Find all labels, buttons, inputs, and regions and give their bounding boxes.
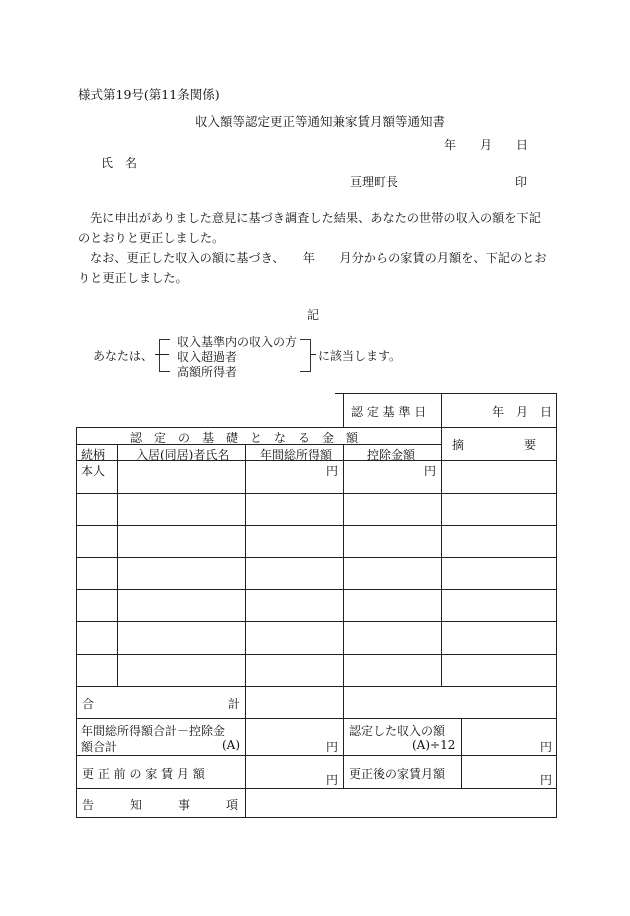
col-deduction: 控除金額: [367, 448, 416, 462]
table-rule: [76, 589, 557, 590]
col-relation: 続柄: [81, 448, 106, 462]
rent-before-label: 更 正 前 の 家 賃 月 額: [82, 767, 205, 781]
table-rule: [76, 621, 557, 622]
form-number: 様式第19号(第11条関係): [78, 87, 220, 102]
rent-before-yen-mark: 円: [326, 773, 339, 787]
row-relation-self: 本人: [81, 464, 106, 478]
category-suffix: に該当します。: [318, 349, 402, 363]
total-label-2: 計: [228, 697, 241, 711]
date-day: 日: [516, 138, 529, 152]
certified-yen-mark: 円: [540, 740, 553, 754]
rent-after-yen-mark: 円: [540, 773, 553, 787]
table-rule: [76, 654, 557, 655]
ki-label: 記: [307, 308, 320, 322]
cert-date-value[interactable]: 年 月 日: [492, 405, 553, 419]
net-label-mark: (A): [222, 738, 241, 752]
table-rule: [117, 444, 118, 686]
table-rule: [76, 686, 557, 687]
table-rule: [76, 755, 557, 756]
table-rule: [343, 393, 344, 427]
total-label: 合: [82, 697, 95, 711]
left-bracket: [159, 339, 170, 372]
certified-label-line2: (A)÷12: [412, 738, 456, 752]
basis-header: 認 定 の 基 礎 と な る 金 額: [130, 431, 359, 445]
remarks-header: 摘 要: [452, 438, 537, 452]
col-name: 入居(同居)者氏名: [136, 448, 230, 462]
net-label-line1: 年間総所得額合計－控除金: [81, 724, 226, 738]
notice-label: 告 知 事 項: [82, 798, 239, 812]
paragraph-2: なお、更正した収入の額に基づき、 年 月分からの家賃の月額を、下記のとおりと更正しました。: [78, 251, 547, 285]
paragraph-1: 先に申出がありました意見に基づき調査した結果、あなたの世帯の収入の額を下記のとおりと更正しました。: [78, 211, 541, 245]
table-rule: [76, 788, 557, 789]
addressee-label: 氏 名: [101, 156, 138, 170]
category-prefix: あなたは、: [93, 349, 154, 363]
table-rule: [343, 444, 344, 719]
date-month: 月: [480, 138, 493, 152]
table-rule: [245, 444, 246, 818]
category-option-1[interactable]: 収入基準内の収入の方: [177, 335, 298, 349]
seal-mark: 印: [515, 175, 528, 189]
table-rule: [76, 493, 557, 494]
net-label-line2: 額合計: [81, 740, 118, 754]
table-rule: [441, 393, 442, 686]
table-rule: [343, 718, 344, 788]
table-rule: [76, 427, 557, 428]
deduction-yen-mark: 円: [424, 464, 437, 478]
certified-label-line1: 認定した収入の額: [349, 724, 446, 738]
table-rule: [76, 718, 557, 719]
left-bracket-mid: [155, 354, 169, 355]
cert-date-label: 認 定 基 準 日: [351, 405, 427, 419]
net-yen-mark: 円: [326, 740, 339, 754]
table-rule: [76, 525, 557, 526]
table-rule: [335, 393, 557, 394]
date-year: 年: [444, 138, 457, 152]
category-option-3[interactable]: 高額所得者: [177, 365, 238, 379]
table-rule: [556, 393, 557, 818]
rent-after-label: 更正後の家賃月額: [349, 767, 446, 781]
right-bracket: [300, 339, 311, 372]
table-rule: [76, 817, 557, 818]
right-bracket-mid: [310, 354, 316, 355]
table-rule: [76, 427, 77, 818]
table-rule: [461, 718, 462, 788]
document-title: 収入額等認定更正等通知兼家賃月額等通知書: [195, 114, 446, 129]
issuer-name: 亘理町長: [350, 175, 399, 189]
table-rule: [76, 557, 557, 558]
category-option-2[interactable]: 収入超過者: [177, 350, 238, 364]
body-text: [78, 208, 553, 288]
income-yen-mark: 円: [326, 464, 339, 478]
col-income: 年間総所得額: [260, 448, 333, 462]
income-table: [76, 393, 557, 818]
